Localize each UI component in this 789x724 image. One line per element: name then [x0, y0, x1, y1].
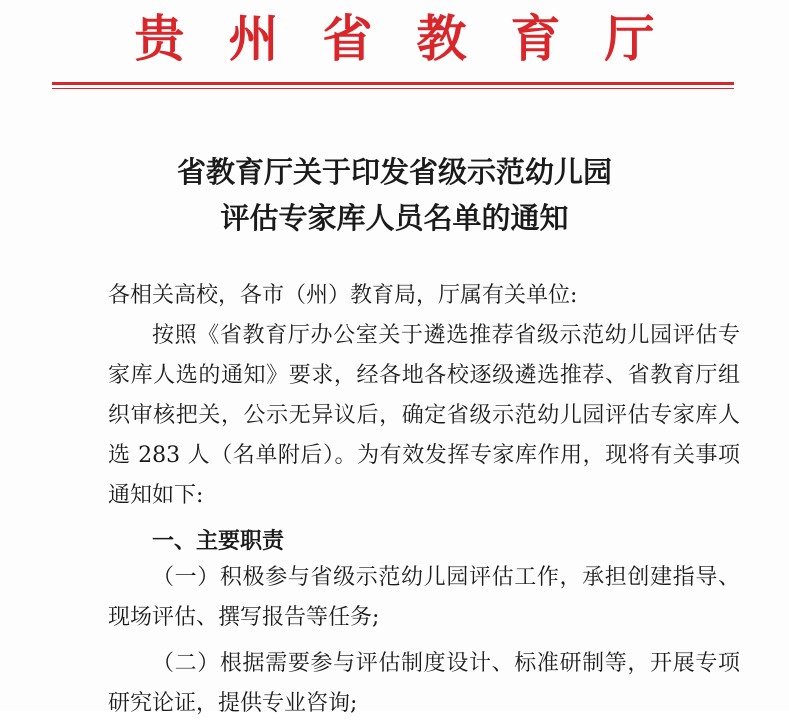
- document-title-line-1: 省教育厅关于印发省级示范幼儿园: [176, 155, 612, 189]
- letterhead-rule-thin: [52, 88, 734, 89]
- duty-item-1: （一）积极参与省级示范幼儿园评估工作，承担创建指导、现场评估、撰写报告等任务;: [108, 565, 740, 630]
- salutation: 各相关高校，各市（州）教育局，厅属有关单位:: [108, 283, 578, 308]
- duty-item-2: （二）根据需要参与评估制度设计、标准研制等，开展专项研究论证，提供专业咨询;: [108, 651, 740, 716]
- letterhead-title: 贵州省教育厅: [134, 9, 699, 68]
- letterhead-rule-thick: [52, 82, 734, 85]
- body-paragraph: 按照《省教育厅办公室关于遴选推荐省级示范幼儿园评估专家库人选的通知》要求，经各地各校逐级遴选推荐、省教育厅组织审核把关，公示无异议后，确定省级示范幼儿园评估专家库人选 283 人（名单附后）。为有效发挥专家库作用，现将有关事项通知如下:: [108, 323, 740, 508]
- document-title-line-2: 评估专家库人员名单的通知: [220, 201, 569, 235]
- section-heading-duties: 一、主要职责: [152, 529, 285, 554]
